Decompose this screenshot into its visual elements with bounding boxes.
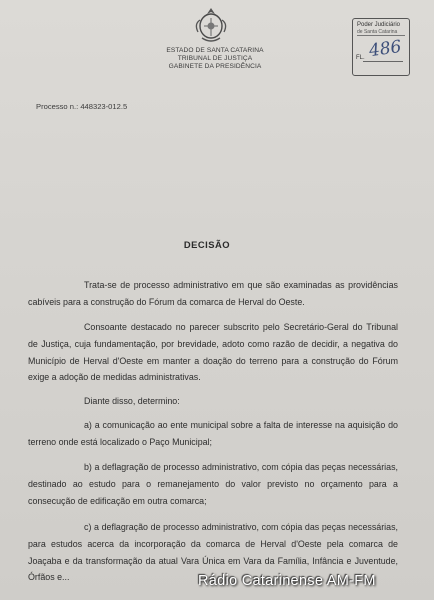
paragraph-determination-text: Diante disso, determino:	[84, 396, 180, 406]
document-title: DECISÃO	[183, 239, 231, 250]
stamp-line	[363, 61, 403, 62]
stamp-page-number: 486	[367, 36, 403, 62]
state-coat-of-arms-icon	[192, 6, 230, 46]
item-b	[28, 459, 398, 509]
header-office: GABINETE DA PRESIDÊNCIA	[168, 63, 262, 70]
page-number-stamp	[352, 18, 410, 76]
broadcaster-watermark: Rádio Catarinense AM-FM	[198, 573, 376, 589]
item-b-text: b) a deflagração de processo administrativo, com cópia das peças necessárias, destinado ao estudo para o remanejamento do valor previsto no orçamento para a consecução de edificação em outra comarca;	[28, 462, 398, 506]
paragraph-opinion-text: Consoante destacado no parecer subscrito pelo Secretário-Geral do Tribunal de Justiça, cuja fundamentação, por brevidade, adoto como razão de decidir, a negativa do Município de Herval d'Oeste em manter a doação do terreno para a construção do Fórum exige a adoção de medidas administrativas.	[28, 322, 398, 383]
stamp-subtitle: de Santa Catarina	[357, 29, 398, 35]
header-court: TRIBUNAL DE JUSTIÇA	[177, 55, 253, 62]
item-a	[28, 417, 398, 451]
stamp-fl-label: FL.	[356, 55, 365, 61]
paragraph-intro	[28, 277, 398, 311]
institution-header	[140, 47, 290, 71]
item-c-text: c) a deflagração de processo administrativo, com cópia das peças necessárias, para estudos acerca da incorporação da comarca de Herval d'Oeste pela comarca de Joaçaba e da transformação da atual Vara Única em Vara da Família, Infância e Juventude, Órfãos e...	[28, 522, 398, 583]
paragraph-opinion	[28, 319, 398, 386]
paragraph-determination	[28, 393, 398, 410]
stamp-title: Poder Judiciário	[357, 22, 401, 28]
paragraph-intro-text: Trata-se de processo administrativo em que são examinadas as providências cabíveis para a construção do Fórum da comarca de Herval do Oeste.	[28, 280, 398, 307]
header-state: ESTADO DE SANTA CATARINA	[166, 47, 264, 54]
item-a-text: a) a comunicação ao ente municipal sobre a falta de interesse na aquisição do terreno onde está localizado o Paço Municipal;	[28, 420, 398, 447]
stamp-divider	[357, 35, 405, 36]
process-number: Processo n.: 448323-012.5	[36, 102, 128, 111]
